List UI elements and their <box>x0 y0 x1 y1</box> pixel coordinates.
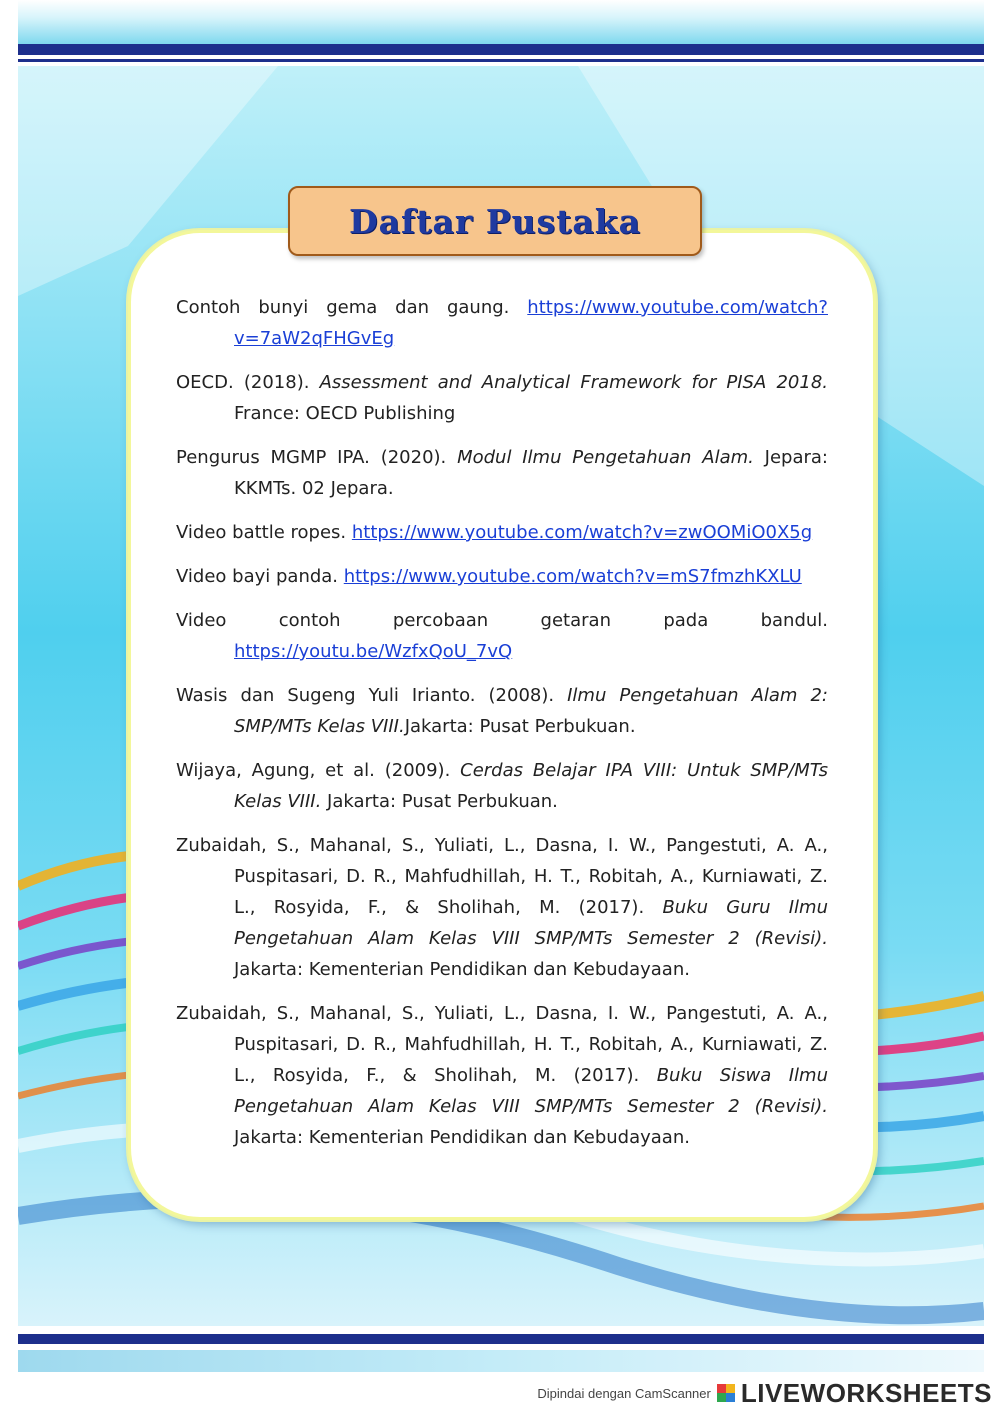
reference-entry <box>176 442 828 504</box>
liveworksheets-logo-icon <box>717 1384 735 1402</box>
reference-text: Jakarta: Pusat Perbukuan. <box>404 716 636 737</box>
reference-link[interactable]: https://www.youtube.com/watch?v=7aW2qFHGvEg <box>234 297 828 349</box>
top-rule-thin <box>18 59 984 62</box>
reference-entry <box>176 605 828 667</box>
page-title: Daftar Pustaka <box>349 201 641 241</box>
reference-text: France: OECD Publishing <box>234 403 456 424</box>
reference-entry <box>176 517 828 548</box>
reference-link[interactable]: https://www.youtube.com/watch?v=mS7fmzhKXLU <box>343 566 802 587</box>
reference-entry <box>176 367 828 429</box>
reference-text: Contoh bunyi gema dan gaung. <box>176 297 528 318</box>
reference-title: Ilmu Pengetahuan Alam 2: SMP/MTs Kelas VIII. <box>234 685 828 737</box>
reference-text: Zubaidah, S., Mahanal, S., Yuliati, L., Dasna, I. W., Pangestuti, A. A., Puspitasari, D. R., Mahfudhillah, H. T., Robitah, A., Kurniawati, Z. L., Rosyida, F., & Sholihah, M. (2017). <box>176 1003 828 1086</box>
reference-text: Jakarta: Pusat Perbukuan. <box>321 791 558 812</box>
reference-text: OECD. (2018). <box>176 372 320 393</box>
reference-text: Wijaya, Agung, et al. (2009). <box>176 760 461 781</box>
reference-title: Cerdas Belajar IPA VIII: Untuk SMP/MTs Kelas VIII. <box>234 760 828 812</box>
title-box <box>288 186 702 256</box>
reference-title: Buku Guru Ilmu Pengetahuan Alam Kelas VIII SMP/MTs Semester 2 (Revisi). <box>234 897 828 949</box>
bottom-rule <box>18 1334 984 1344</box>
top-decorative-band <box>18 0 984 44</box>
reference-text: Video contoh percobaan getaran pada bandul. <box>176 610 828 631</box>
reference-text: Jepara: KKMTs. 02 Jepara. <box>234 447 828 499</box>
reference-text: Video battle ropes. <box>176 522 352 543</box>
liveworksheets-wordmark: LIVEWORKSHEETS <box>740 1377 992 1408</box>
top-rule <box>18 44 984 55</box>
watermark <box>537 1378 992 1408</box>
reference-title: Buku Siswa Ilmu Pengetahuan Alam Kelas VIII SMP/MTs Semester 2 (Revisi). <box>234 1065 828 1117</box>
reference-entry <box>176 292 828 354</box>
reference-text: Pengurus MGMP IPA. (2020). <box>176 447 458 468</box>
reference-entry <box>176 561 828 592</box>
reference-entry <box>176 830 828 985</box>
bottom-decorative-band <box>18 1350 984 1372</box>
reference-text: Jakarta: Kementerian Pendidikan dan Kebudayaan. <box>234 959 690 980</box>
reference-text: Zubaidah, S., Mahanal, S., Yuliati, L., Dasna, I. W., Pangestuti, A. A., Puspitasari, D. R., Mahfudhillah, H. T., Robitah, A., Kurniawati, Z. L., Rosyida, F., & Sholihah, M. (2017). <box>176 835 828 918</box>
reference-entry <box>176 998 828 1153</box>
reference-list <box>176 292 828 1166</box>
reference-text: Wasis dan Sugeng Yuli Irianto. (2008). <box>176 685 568 706</box>
reference-link[interactable]: https://youtu.be/WzfxQoU_7vQ <box>234 641 513 662</box>
reference-text: Video bayi panda. <box>176 566 344 587</box>
scanner-credit: Dipindai dengan CamScanner <box>537 1385 711 1401</box>
reference-title: Modul Ilmu Pengetahuan Alam. <box>457 447 754 468</box>
reference-link[interactable]: https://www.youtube.com/watch?v=zwOOMiO0X5g <box>351 522 813 543</box>
reference-title: Assessment and Analytical Framework for PISA 2018. <box>319 372 828 393</box>
reference-entry <box>176 755 828 817</box>
reference-entry <box>176 680 828 742</box>
reference-text: Jakarta: Kementerian Pendidikan dan Kebudayaan. <box>234 1127 690 1148</box>
